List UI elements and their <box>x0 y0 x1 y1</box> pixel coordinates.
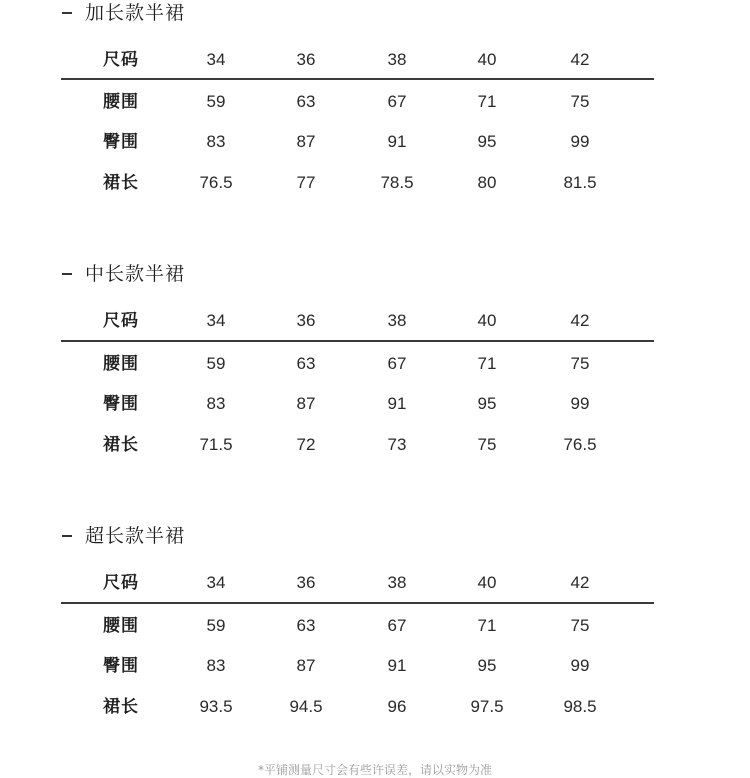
value-cell: 63 <box>296 354 316 373</box>
value-cell: 95 <box>477 656 497 675</box>
size-cell: 42 <box>570 311 590 330</box>
size-cell: 40 <box>477 50 497 69</box>
value-cell: 83 <box>206 132 226 151</box>
value-cell: 75 <box>570 92 590 111</box>
row-label: 裙长 <box>103 435 139 455</box>
header-divider <box>61 340 654 342</box>
value-cell: 91 <box>387 132 407 151</box>
dash-icon <box>62 535 72 537</box>
table-row <box>0 434 750 456</box>
value-cell: 63 <box>296 92 316 111</box>
value-cell: 95 <box>477 394 497 413</box>
table-row <box>0 172 750 194</box>
value-cell: 98.5 <box>563 697 597 716</box>
dash-icon <box>62 12 72 14</box>
row-label: 裙长 <box>103 173 139 193</box>
footnote: *平铺测量尺寸会有些许误差，请以实物为准 <box>257 763 492 777</box>
row-label: 腰围 <box>103 616 139 636</box>
value-cell: 71 <box>477 92 497 111</box>
value-cell: 59 <box>206 616 226 635</box>
value-cell: 59 <box>206 354 226 373</box>
section-title <box>62 524 185 548</box>
section-title-text: 加长款半裙 <box>85 2 186 24</box>
value-cell: 59 <box>206 92 226 111</box>
value-cell: 77 <box>296 173 316 192</box>
value-cell: 71 <box>477 354 497 373</box>
row-label: 臀围 <box>103 132 139 152</box>
value-cell: 87 <box>296 394 316 413</box>
size-cell: 34 <box>206 50 226 69</box>
value-cell: 99 <box>570 132 590 151</box>
value-cell: 95 <box>477 132 497 151</box>
row-label: 臀围 <box>103 394 139 414</box>
table-row <box>0 696 750 718</box>
value-cell: 99 <box>570 656 590 675</box>
size-cell: 34 <box>206 573 226 592</box>
section-title-text: 超长款半裙 <box>85 525 186 547</box>
value-cell: 67 <box>387 92 407 111</box>
size-cell: 38 <box>387 50 407 69</box>
size-header-row <box>0 310 750 332</box>
size-cell: 36 <box>296 50 316 69</box>
value-cell: 75 <box>477 435 497 454</box>
value-cell: 75 <box>570 616 590 635</box>
table-row <box>0 615 750 637</box>
section-title <box>62 262 185 286</box>
dash-icon <box>62 273 72 275</box>
size-cell: 38 <box>387 573 407 592</box>
table-row <box>0 393 750 415</box>
table-row <box>0 91 750 113</box>
value-cell: 75 <box>570 354 590 373</box>
value-cell: 83 <box>206 656 226 675</box>
size-cell: 34 <box>206 311 226 330</box>
size-header-row <box>0 572 750 594</box>
size-cell: 40 <box>477 573 497 592</box>
value-cell: 83 <box>206 394 226 413</box>
row-label: 臀围 <box>103 656 139 676</box>
value-cell: 67 <box>387 616 407 635</box>
value-cell: 94.5 <box>289 697 323 716</box>
header-divider <box>61 78 654 80</box>
row-label: 腰围 <box>103 354 139 374</box>
value-cell: 63 <box>296 616 316 635</box>
value-cell: 76.5 <box>563 435 597 454</box>
row-label: 尺码 <box>103 311 139 331</box>
value-cell: 67 <box>387 354 407 373</box>
value-cell: 87 <box>296 656 316 675</box>
row-label: 裙长 <box>103 697 139 717</box>
value-cell: 78.5 <box>380 173 414 192</box>
value-cell: 91 <box>387 394 407 413</box>
size-cell: 42 <box>570 50 590 69</box>
table-row <box>0 353 750 375</box>
row-label: 腰围 <box>103 92 139 112</box>
size-cell: 36 <box>296 311 316 330</box>
row-label: 尺码 <box>103 50 139 70</box>
value-cell: 73 <box>387 435 407 454</box>
size-cell: 42 <box>570 573 590 592</box>
value-cell: 99 <box>570 394 590 413</box>
value-cell: 91 <box>387 656 407 675</box>
value-cell: 80 <box>477 173 497 192</box>
section-title <box>62 1 185 25</box>
size-cell: 40 <box>477 311 497 330</box>
section-title-text: 中长款半裙 <box>85 263 186 285</box>
row-label: 尺码 <box>103 573 139 593</box>
size-cell: 36 <box>296 573 316 592</box>
value-cell: 71 <box>477 616 497 635</box>
value-cell: 97.5 <box>470 697 504 716</box>
size-cell: 38 <box>387 311 407 330</box>
value-cell: 96 <box>387 697 407 716</box>
table-row <box>0 131 750 153</box>
value-cell: 87 <box>296 132 316 151</box>
size-header-row <box>0 49 750 71</box>
value-cell: 81.5 <box>563 173 597 192</box>
value-cell: 76.5 <box>199 173 233 192</box>
value-cell: 93.5 <box>199 697 233 716</box>
value-cell: 71.5 <box>199 435 233 454</box>
table-row <box>0 655 750 677</box>
header-divider <box>61 602 654 604</box>
value-cell: 72 <box>296 435 316 454</box>
